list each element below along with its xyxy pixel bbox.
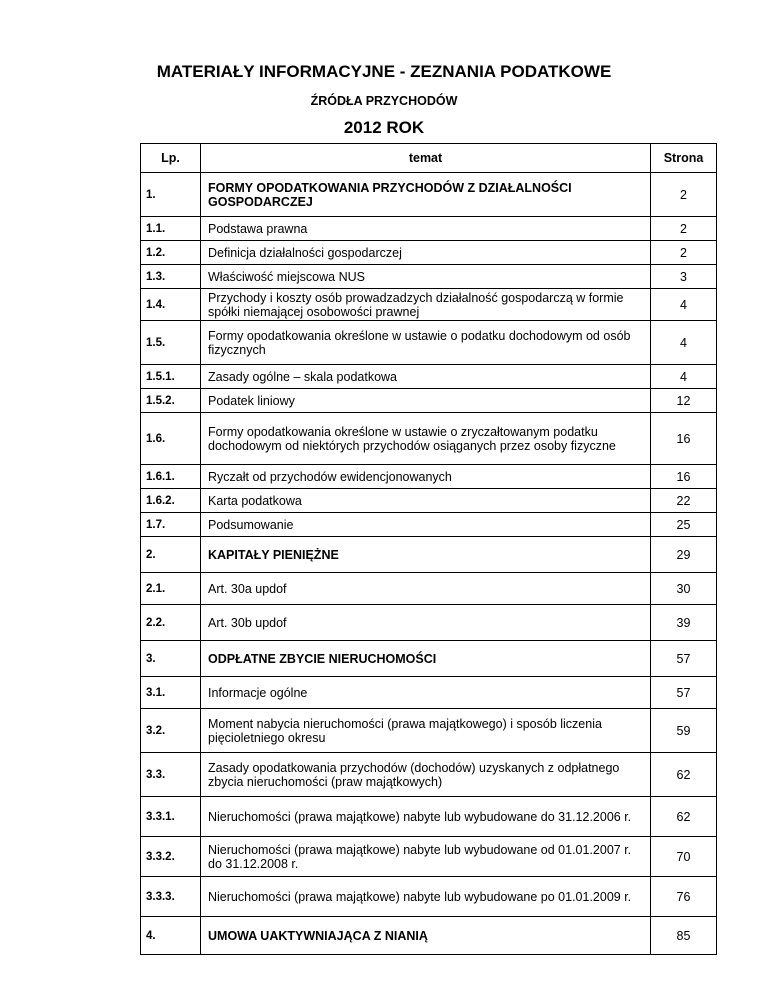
table-row [141, 289, 717, 321]
row-topic: Przychody i koszty osób prowadzadzych działalność gospodarczą w formie spółki niemającej osobowości prawnej [201, 289, 651, 321]
header-page: Strona [651, 144, 717, 173]
table-row [141, 321, 717, 365]
row-number: 1.1. [141, 217, 201, 241]
row-page: 62 [651, 797, 717, 837]
row-page: 70 [651, 837, 717, 877]
row-page: 22 [651, 489, 717, 513]
row-page: 12 [651, 389, 717, 413]
header-lp: Lp. [141, 144, 201, 173]
row-topic: Zasady opodatkowania przychodów (dochodów) uzyskanych z odpłatnego zbycia nieruchomości (praw majątkowych) [201, 753, 651, 797]
row-topic: Formy opodatkowania określone w ustawie o zryczałtowanym podatku dochodowym od niektórych przychodów osiąganych przez osoby fizyczne [201, 413, 651, 465]
table-row [141, 465, 717, 489]
row-page: 85 [651, 917, 717, 955]
row-number: 1.5.1. [141, 365, 201, 389]
row-topic: Art. 30a updof [201, 573, 651, 605]
row-topic: Karta podatkowa [201, 489, 651, 513]
row-topic: Definicja działalności gospodarczej [201, 241, 651, 265]
table-row [141, 513, 717, 537]
row-number: 1.5. [141, 321, 201, 365]
document-year: 2012 ROK [343, 118, 425, 137]
row-number: 3.2. [141, 709, 201, 753]
table-row [141, 753, 717, 797]
table-row [141, 365, 717, 389]
row-topic: Nieruchomości (prawa majątkowe) nabyte lub wybudowane od 01.01.2007 r. do 31.12.2008 r. [201, 837, 651, 877]
table-row [141, 605, 717, 641]
row-page: 30 [651, 573, 717, 605]
row-topic: Ryczałt od przychodów ewidencjonowanych [201, 465, 651, 489]
row-topic: Nieruchomości (prawa majątkowe) nabyte lub wybudowane po 01.01.2009 r. [201, 877, 651, 917]
table-row [141, 837, 717, 877]
row-page: 16 [651, 465, 717, 489]
row-number: 2.1. [141, 573, 201, 605]
row-topic: Nieruchomości (prawa majątkowe) nabyte lub wybudowane do 31.12.2006 r. [201, 797, 651, 837]
row-page: 4 [651, 289, 717, 321]
table-row [141, 265, 717, 289]
row-page: 62 [651, 753, 717, 797]
table-row [141, 241, 717, 265]
row-number: 3.3. [141, 753, 201, 797]
row-topic: Podsumowanie [201, 513, 651, 537]
table-row [141, 877, 717, 917]
row-topic: Właściwość miejscowa NUS [201, 265, 651, 289]
row-topic: Podatek liniowy [201, 389, 651, 413]
row-page: 57 [651, 641, 717, 677]
row-page: 4 [651, 365, 717, 389]
header-topic: temat [201, 144, 651, 173]
row-topic: UMOWA UAKTYWNIAJĄCA Z NIANIĄ [201, 917, 651, 955]
row-number: 1.2. [141, 241, 201, 265]
row-page: 16 [651, 413, 717, 465]
table-body [141, 173, 717, 955]
table-row [141, 709, 717, 753]
row-topic: Zasady ogólne – skala podatkowa [201, 365, 651, 389]
row-topic: Moment nabycia nieruchomości (prawa majątkowego) i sposób liczenia pięcioletniego okresu [201, 709, 651, 753]
table-row [141, 173, 717, 217]
row-number: 4. [141, 917, 201, 955]
row-topic: Art. 30b updof [201, 605, 651, 641]
row-page: 29 [651, 537, 717, 573]
table-row [141, 641, 717, 677]
table-row [141, 413, 717, 465]
row-number: 3.3.3. [141, 877, 201, 917]
row-topic: Podstawa prawna [201, 217, 651, 241]
row-number: 2.2. [141, 605, 201, 641]
table-row [141, 537, 717, 573]
row-topic: Informacje ogólne [201, 677, 651, 709]
row-number: 1. [141, 173, 201, 217]
row-number: 1.6. [141, 413, 201, 465]
table-row [141, 217, 717, 241]
row-page: 2 [651, 241, 717, 265]
row-page: 3 [651, 265, 717, 289]
row-page: 2 [651, 217, 717, 241]
row-page: 2 [651, 173, 717, 217]
table-row [141, 389, 717, 413]
row-topic: Formy opodatkowania określone w ustawie o podatku dochodowym od osób fizycznych [201, 321, 651, 365]
row-number: 1.5.2. [141, 389, 201, 413]
contents-table [140, 143, 717, 955]
table-row [141, 917, 717, 955]
row-number: 3. [141, 641, 201, 677]
row-number: 3.1. [141, 677, 201, 709]
row-number: 3.3.2. [141, 837, 201, 877]
row-page: 59 [651, 709, 717, 753]
row-number: 1.4. [141, 289, 201, 321]
row-number: 1.6.2. [141, 489, 201, 513]
table-row [141, 797, 717, 837]
document-title: MATERIAŁY INFORMACYJNE - ZEZNANIA PODATKOWE [156, 62, 612, 81]
row-page: 57 [651, 677, 717, 709]
row-topic: KAPITAŁY PIENIĘŻNE [201, 537, 651, 573]
row-page: 39 [651, 605, 717, 641]
row-number: 1.6.1. [141, 465, 201, 489]
table-row [141, 489, 717, 513]
document-subtitle: ŹRÓDŁA PRZYCHODÓW [310, 94, 458, 108]
row-number: 2. [141, 537, 201, 573]
row-page: 76 [651, 877, 717, 917]
table-row [141, 677, 717, 709]
row-topic: FORMY OPODATKOWANIA PRZYCHODÓW Z DZIAŁALNOŚCI GOSPODARCZEJ [201, 173, 651, 217]
row-number: 3.3.1. [141, 797, 201, 837]
row-number: 1.7. [141, 513, 201, 537]
table-header-row [141, 144, 717, 173]
row-page: 4 [651, 321, 717, 365]
table-row [141, 573, 717, 605]
row-page: 25 [651, 513, 717, 537]
row-number: 1.3. [141, 265, 201, 289]
row-topic: ODPŁATNE ZBYCIE NIERUCHOMOŚCI [201, 641, 651, 677]
